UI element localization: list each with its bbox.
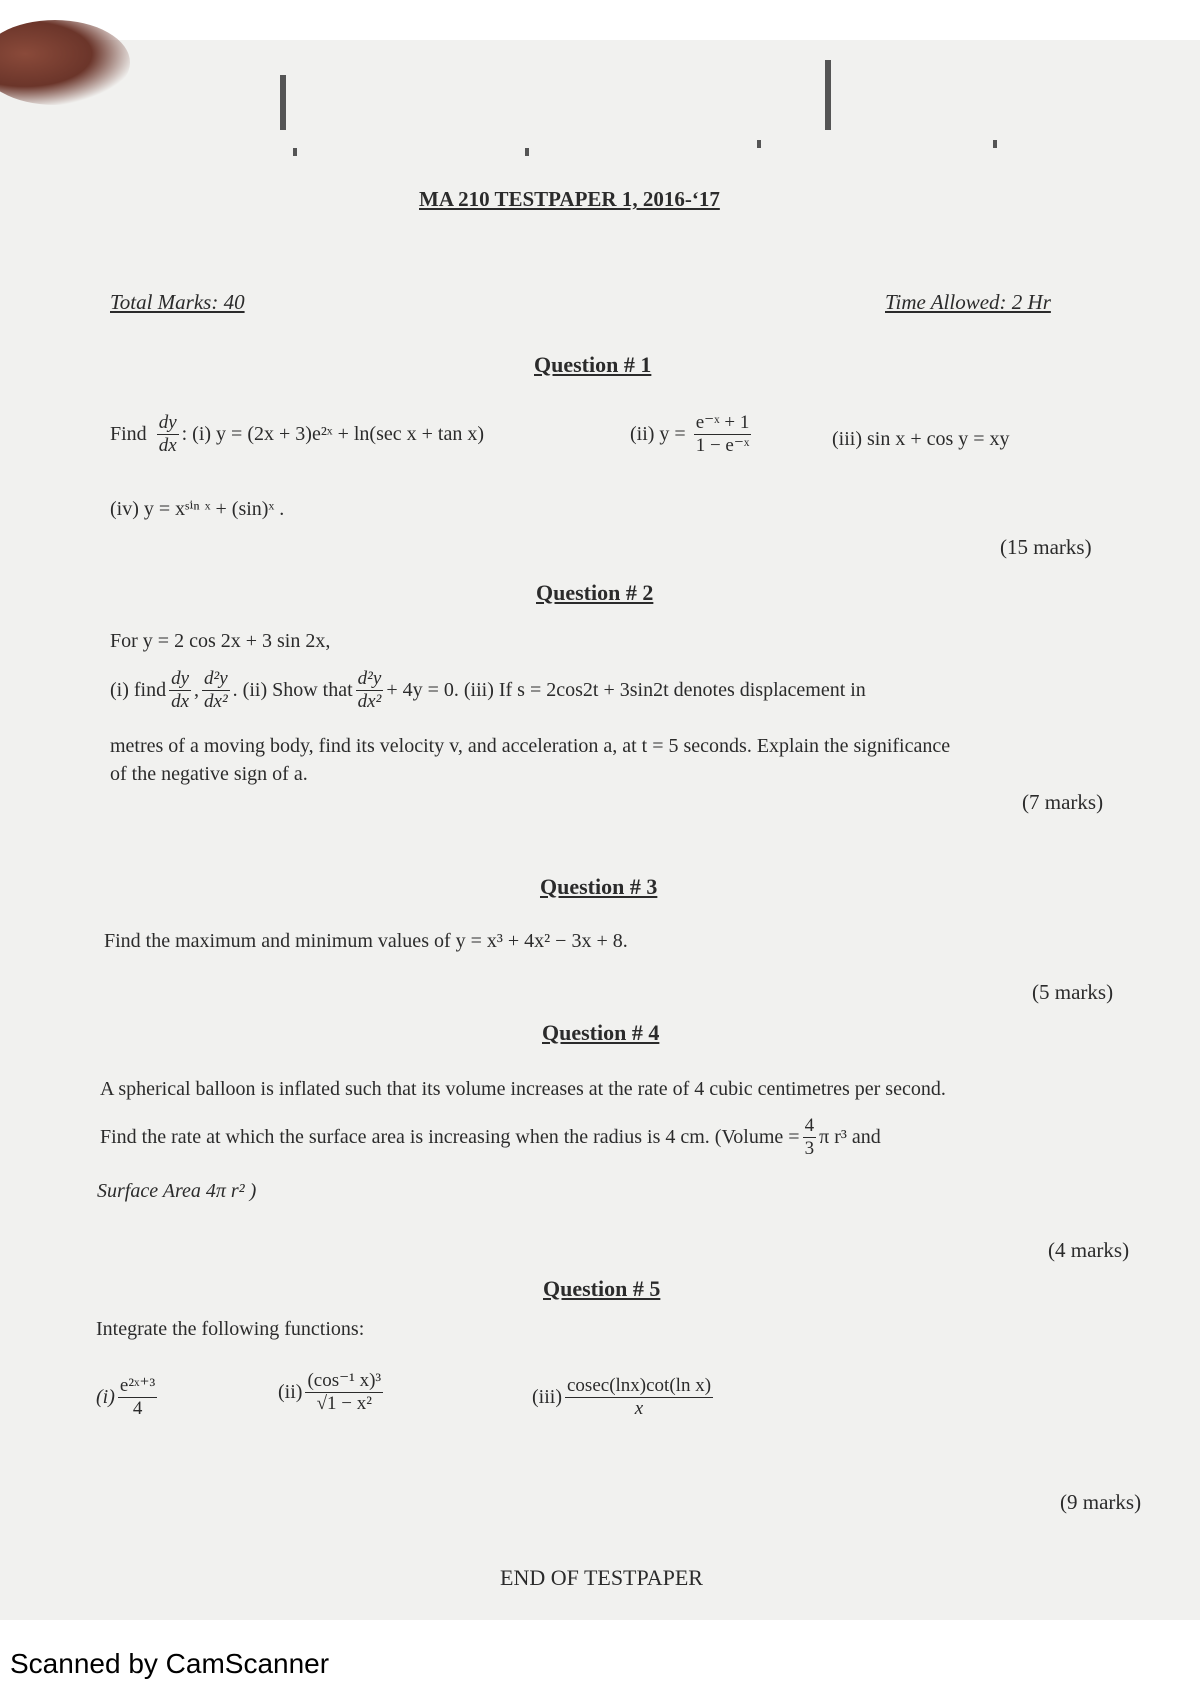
- q4-volume-frac: [803, 1115, 817, 1160]
- q1-dydx-num: dy: [158, 412, 177, 433]
- time-allowed: Time Allowed: 2 Hr: [885, 290, 1051, 314]
- dot-mark: [757, 140, 761, 148]
- dot-mark: [993, 140, 997, 148]
- q5-part-i-label: (i): [96, 1385, 115, 1408]
- q1-part-ii-den: 1 − e⁻ˣ: [695, 434, 750, 456]
- q5-intro: Integrate the following functions:: [96, 1318, 365, 1340]
- q5-part-ii-frac: [305, 1370, 383, 1415]
- q3-text: Find the maximum and minimum values of y = x³ + 4x² − 3x + 8.: [104, 930, 628, 952]
- q5-part-ii-num: (cos⁻¹ x)³: [307, 1370, 382, 1391]
- total-marks: Total Marks: 40: [110, 290, 245, 314]
- paper-title: MA 210 TESTPAPER 1, 2016-‘17: [419, 187, 720, 211]
- q5-heading: Question # 5: [543, 1276, 661, 1301]
- q1-part-ii-frac: [694, 412, 752, 457]
- q2-show-label: . (ii) Show that: [232, 678, 353, 701]
- q2-frac-2-den: dx²: [204, 690, 228, 712]
- q3-marks: (5 marks): [1032, 980, 1114, 1004]
- q4-marks: (4 marks): [1048, 1238, 1130, 1262]
- q1-line1: [110, 412, 484, 457]
- q4-line2-end: π r³ and: [819, 1125, 881, 1148]
- q1-part-ii-num: e⁻ˣ + 1: [695, 412, 750, 433]
- q5-part-ii-den: √1 − x²: [316, 1392, 372, 1414]
- q2-heading: Question # 2: [536, 580, 654, 605]
- q4-vol-num: 4: [804, 1115, 815, 1136]
- scanner-watermark: Scanned by CamScanner: [10, 1648, 330, 1679]
- q1-find: Find: [110, 422, 147, 445]
- end-of-testpaper: END OF TESTPAPER: [500, 1565, 703, 1590]
- q2-marks: (7 marks): [1022, 790, 1104, 814]
- q5-part-iii: [532, 1375, 716, 1420]
- q2-frac-3-num: d²y: [357, 668, 382, 689]
- q1-dydx-den: dx: [158, 434, 177, 456]
- q4-line2-text: Find the rate at which the surface area is increasing when the radius is 4 cm. (Volume =: [100, 1125, 800, 1148]
- q5-part-iii-num: cosec(lnx)cot(ln x): [567, 1375, 712, 1396]
- q1-dydx: [157, 412, 179, 457]
- q2-frac-1-num: dy: [171, 668, 190, 689]
- q5-part-ii-label: (ii): [278, 1380, 303, 1403]
- q2-line2: metres of a moving body, find its velocity v, and acceleration a, at t = 5 seconds. Explain the significance: [110, 735, 951, 757]
- q5-part-iii-frac: [565, 1375, 713, 1420]
- staple-mark: [280, 75, 286, 130]
- q2-frac-1-den: dx: [171, 690, 190, 712]
- q2-line1: (i) find $\frac{dy}{dx}$ , $\frac{\text{d²y}}{\text{dx²}}$ . (ii) Show that $\frac{\text{d²y}}{\text{dx²}}$ + 4y = 0. (iii) If s = 2cos2t + 3sin2t denotes displacement in: [110, 668, 866, 712]
- q1-part-iv: (iv) y = xˢⁱⁿ ˣ + (sin)ˣ .: [110, 498, 285, 520]
- q2-frac-3: [356, 668, 384, 713]
- staple-mark: [825, 60, 831, 130]
- q5-part-iii-den: x: [634, 1397, 644, 1419]
- q2-find-label: (i) find: [110, 678, 167, 701]
- q1-part-iii: (iii) sin x + cos y = xy: [832, 428, 1010, 450]
- q5-part-i-frac: [118, 1375, 157, 1420]
- q4-line2: [100, 1115, 881, 1160]
- q4-vol-den: 3: [804, 1137, 815, 1159]
- q2-frac-3-den: dx²: [357, 690, 382, 712]
- q3-heading: Question # 3: [540, 874, 658, 899]
- q1-part-ii: [630, 412, 754, 457]
- q1-part-i: : (i) y = (2x + 3)e²ˣ + ln(sec x + tan x): [181, 422, 484, 445]
- q2-show-rest: + 4y = 0. (iii) If s = 2cos2t + 3sin2t denotes displacement in: [386, 678, 866, 701]
- q5-part-iii-label: (iii): [532, 1385, 562, 1408]
- dot-mark: [525, 148, 529, 156]
- dot-mark: [293, 148, 297, 156]
- q1-heading: Question # 1: [534, 352, 652, 377]
- q2-frac-2-num: d²y: [204, 668, 228, 689]
- q4-heading: Question # 4: [542, 1020, 660, 1045]
- q1-marks: (15 marks): [1000, 535, 1092, 559]
- q5-part-i-num: e²ˣ⁺³: [119, 1375, 156, 1396]
- q4-line3: Surface Area 4π r² ): [97, 1180, 257, 1202]
- q1-part-ii-label: (ii) y =: [630, 422, 686, 445]
- q2-line3: of the negative sign of a.: [110, 763, 308, 785]
- q5-part-ii: [278, 1370, 386, 1415]
- q5-marks: (9 marks): [1060, 1490, 1142, 1514]
- q5-part-i-den: 4: [132, 1397, 143, 1419]
- q2-frac-2: [202, 668, 230, 713]
- q4-line1: A spherical balloon is inflated such that its volume increases at the rate of 4 cubic centimetres per second.: [100, 1078, 946, 1100]
- q2-frac-1: [169, 668, 191, 713]
- q5-part-i: [96, 1375, 160, 1420]
- q2-intro: For y = 2 cos 2x + 3 sin 2x,: [110, 630, 331, 652]
